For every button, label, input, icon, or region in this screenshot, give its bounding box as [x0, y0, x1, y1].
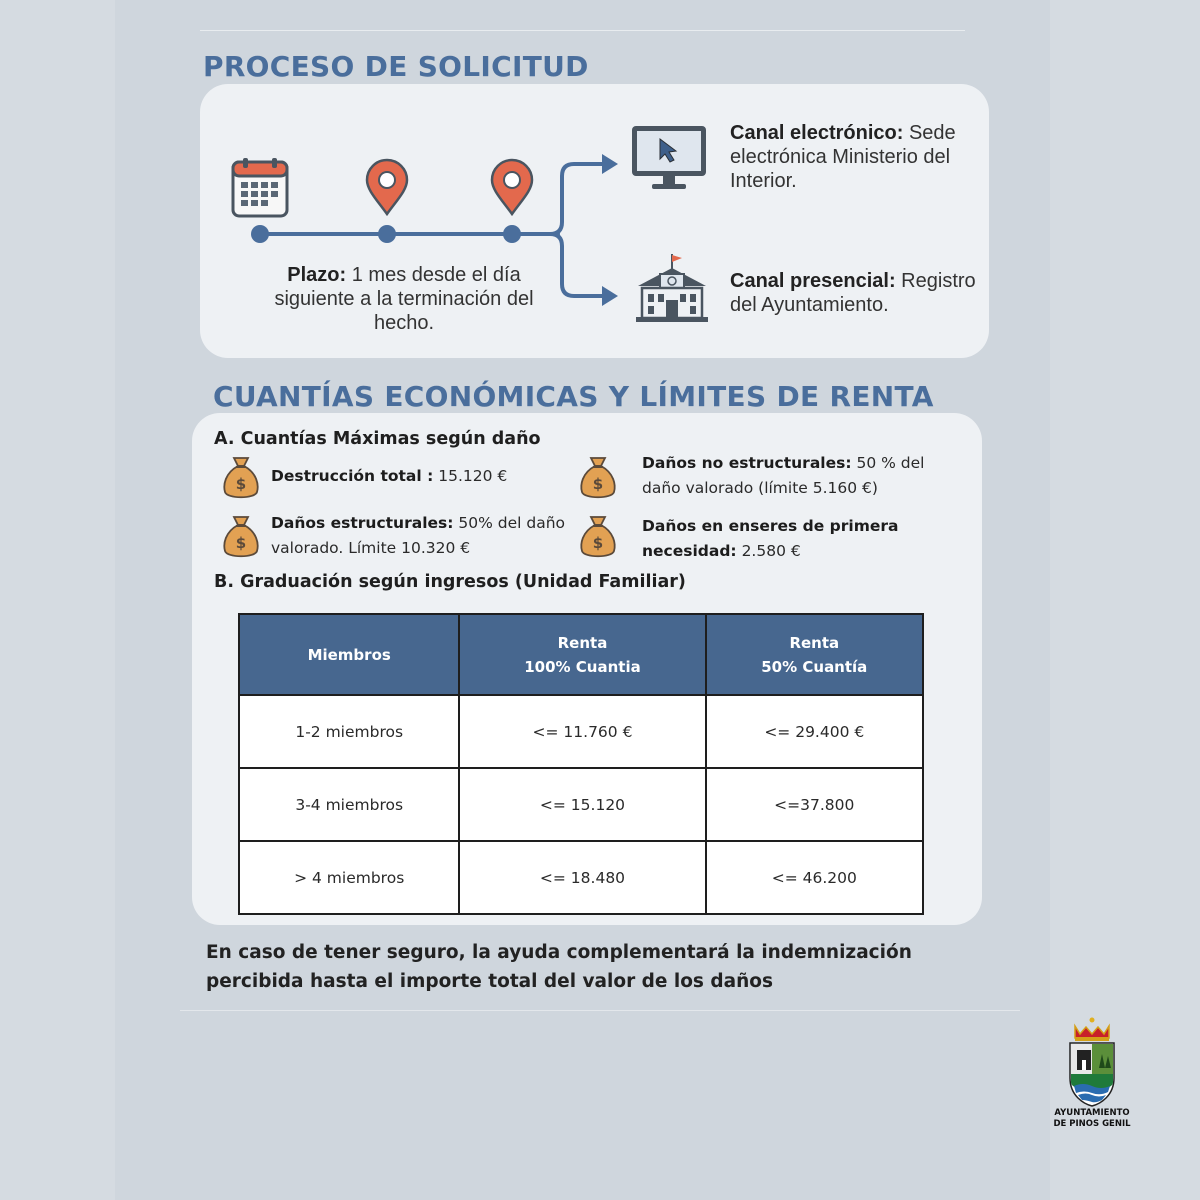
table-row [239, 695, 923, 768]
table-cell: <= 46.200 [706, 841, 923, 914]
section-b-heading: B. Graduación según ingresos (Unidad Familiar) [214, 572, 686, 592]
table-cell: > 4 miembros [239, 841, 459, 914]
town-hall-icon [636, 254, 708, 322]
header-line-2: 100% Cuantia [524, 657, 641, 676]
income-table [238, 613, 924, 915]
table-header-row [239, 614, 923, 695]
logo-line-1: AYUNTAMIENTO [1054, 1108, 1130, 1118]
section-title-cuantias: CUANTÍAS ECONÓMICAS Y LÍMITES DE RENTA [213, 380, 934, 413]
plazo-value: 1 mes desde el día siguiente a la terminación del hecho. [274, 264, 534, 334]
municipal-crest-logo [1066, 1016, 1118, 1108]
header-line-1: Renta [557, 633, 608, 652]
svg-text:$: $ [235, 475, 247, 493]
timeline-dot [378, 225, 396, 243]
table-header-cell [459, 614, 705, 695]
canal-electronico-text [730, 121, 970, 193]
logo-line-2: DE PINOS GENIL [1053, 1119, 1131, 1129]
section-title-proceso: PROCESO DE SOLICITUD [203, 50, 589, 83]
table-header-cell [706, 614, 923, 695]
section-a-heading: A. Cuantías Máximas según daño [214, 429, 541, 449]
location-pin-icon [367, 160, 407, 214]
canal-electronico-value: Sede electrónica Ministerio del Interior. [730, 122, 956, 192]
divider [180, 1010, 1020, 1011]
location-pin-icon [492, 160, 532, 214]
calendar-icon [233, 158, 287, 216]
plazo-text [274, 263, 534, 335]
header-line-2: 50% Cuantía [761, 657, 868, 676]
cuantia-label: Destrucción total : [271, 467, 434, 485]
table-cell: <= 29.400 € [706, 695, 923, 768]
cuantia-item [642, 451, 962, 501]
table-cell: <= 18.480 [459, 841, 705, 914]
cuantia-item [271, 511, 571, 561]
canal-electronico-label: Canal electrónico: [730, 122, 904, 144]
cuantia-value: 15.120 € [433, 467, 508, 485]
municipality-name [1040, 1108, 1144, 1130]
canal-presencial-value: Registro del Ayuntamiento. [730, 270, 976, 316]
cuantia-value: 2.580 € [736, 542, 801, 560]
cuantia-item [271, 464, 571, 489]
divider [200, 30, 965, 31]
insurance-note: En caso de tener seguro, la ayuda complementará la indemnización percibida hasta el importe total del valor de los daños [206, 942, 912, 992]
money-bag-icon [221, 514, 261, 560]
cuantia-label: Daños estructurales: [271, 514, 454, 532]
money-bag-icon [578, 455, 618, 501]
branch-down-arrow [550, 234, 605, 296]
money-bag-icon [578, 514, 618, 560]
timeline-dot [251, 225, 269, 243]
arrow-head-up [602, 154, 618, 174]
cuantia-value: 50 % del daño valorado (límite 5.160 €) [642, 454, 925, 497]
cuantia-value: 50% del daño valorado. Límite 10.320 € [271, 514, 566, 557]
table-row [239, 768, 923, 841]
table-cell: 3-4 miembros [239, 768, 459, 841]
table-header-cell [239, 614, 459, 695]
canal-presencial-text [730, 269, 980, 317]
cuantia-label: Daños no estructurales: [642, 454, 852, 472]
table-cell: <= 15.120 [459, 768, 705, 841]
svg-text:$: $ [592, 475, 604, 493]
table-cell: <= 11.760 € [459, 695, 705, 768]
canal-presencial-label: Canal presencial: [730, 270, 896, 292]
table-row [239, 841, 923, 914]
svg-text:$: $ [592, 534, 604, 552]
header-line-1: Miembros [307, 645, 391, 664]
money-bag-icon [221, 455, 261, 501]
arrow-head-down [602, 286, 618, 306]
plazo-label: Plazo: [287, 264, 347, 286]
svg-text:$: $ [235, 534, 247, 552]
header-line-1: Renta [789, 633, 840, 652]
table-cell: 1-2 miembros [239, 695, 459, 768]
timeline-dot [503, 225, 521, 243]
computer-monitor-icon [632, 126, 706, 189]
table-cell: <=37.800 [706, 768, 923, 841]
cuantia-label: Daños en enseres de primera necesidad: [642, 517, 899, 560]
cuantia-item [642, 514, 962, 564]
